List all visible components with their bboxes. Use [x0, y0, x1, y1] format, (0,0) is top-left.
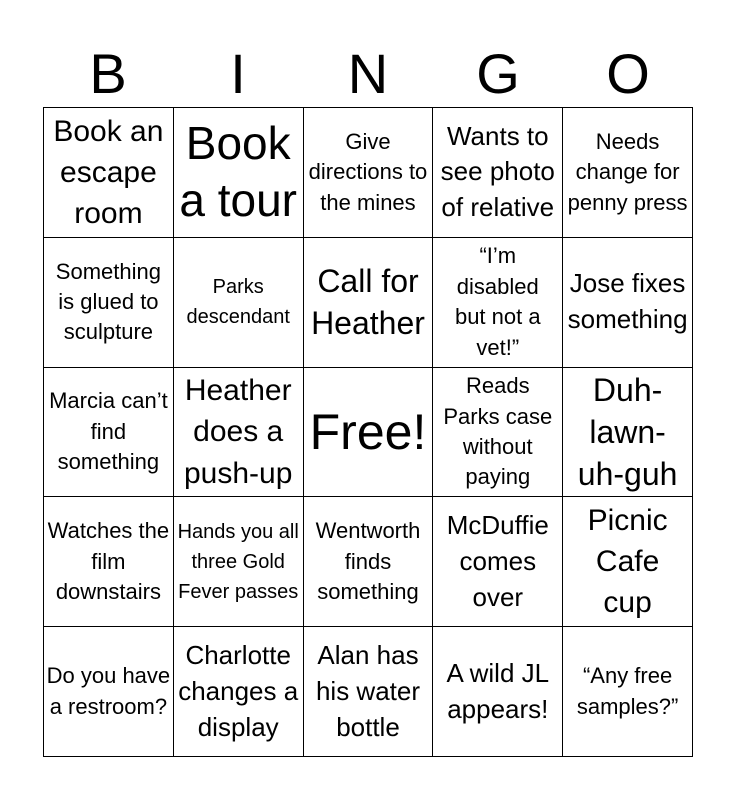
cell-text: Picnic Cafe cup: [587, 504, 668, 620]
bingo-board: [43, 107, 693, 757]
bingo-cell-o3[interactable]: [563, 368, 693, 498]
bingo-cell-n4[interactable]: [304, 497, 434, 627]
cell-text: Heather does a push-up: [183, 374, 293, 490]
bingo-cell-n1[interactable]: [304, 108, 434, 238]
bingo-cell-b3[interactable]: [44, 368, 174, 498]
header-letter-b: B: [89, 42, 127, 105]
cell-text: Charlotte changes a display: [178, 639, 299, 742]
bingo-cell-g5[interactable]: [433, 627, 563, 757]
header-letter-g: G: [476, 42, 520, 105]
cell-text: Give directions to the mines: [308, 128, 428, 215]
bingo-cell-i1[interactable]: [174, 108, 304, 238]
bingo-cell-b1[interactable]: [44, 108, 174, 238]
cell-text: “I’m disabled but not a vet!”: [454, 243, 541, 360]
cell-text: Wants to see photo of relative: [440, 120, 555, 223]
bingo-cell-i3[interactable]: [174, 368, 304, 498]
bingo-cell-n2[interactable]: [304, 238, 434, 368]
bingo-cell-o5[interactable]: [563, 627, 693, 757]
cell-text: Watches the film downstairs: [47, 518, 170, 604]
cell-text: Book a tour: [179, 116, 298, 227]
cell-text: A wild JL appears!: [446, 657, 550, 724]
header-letter-n: N: [347, 42, 389, 105]
bingo-cell-b4[interactable]: [44, 497, 174, 627]
bingo-cell-g4[interactable]: [433, 497, 563, 627]
cell-text: Parks descendant: [186, 276, 290, 329]
bingo-cell-n3[interactable]: [304, 368, 434, 498]
cell-text: Do you have a restroom?: [46, 663, 171, 719]
bingo-cell-o1[interactable]: [563, 108, 693, 238]
bingo-cell-n5[interactable]: [304, 627, 434, 757]
bingo-cell-i2[interactable]: [174, 238, 304, 368]
bingo-cell-b2[interactable]: [44, 238, 174, 368]
cell-text: Something is glued to sculpture: [55, 258, 161, 345]
cell-text: Alan has his water bottle: [315, 639, 421, 742]
cell-text: Jose fixes something: [567, 268, 688, 335]
bingo-cell-i4[interactable]: [174, 497, 304, 627]
cell-text: Hands you all three Gold Fever passes: [177, 520, 299, 603]
cell-text: Needs change for penny press: [567, 128, 688, 215]
bingo-header: [43, 40, 693, 108]
cell-text: Call for Heather: [311, 262, 425, 342]
bingo-cell-b5[interactable]: [44, 627, 174, 757]
cell-text: “Any free samples?”: [576, 663, 679, 719]
bingo-cell-o4[interactable]: [563, 497, 693, 627]
bingo-cell-g1[interactable]: [433, 108, 563, 238]
bingo-cell-i5[interactable]: [174, 627, 304, 757]
header-letter-i: I: [230, 42, 246, 105]
cell-text: Free!: [309, 403, 427, 460]
bingo-cell-g3[interactable]: [433, 368, 563, 498]
cell-text: Book an escape room: [53, 114, 164, 230]
cell-text: McDuffie comes over: [446, 509, 549, 612]
cell-text: Duh-lawn-uh-guh: [577, 371, 678, 493]
cell-text: Marcia can’t find something: [49, 388, 168, 475]
cell-text: Wentworth finds something: [315, 518, 421, 604]
header-letter-o: O: [606, 42, 650, 105]
bingo-cell-o2[interactable]: [563, 238, 693, 368]
bingo-cell-g2[interactable]: [433, 238, 563, 368]
cell-text: Reads Parks case without paying: [443, 373, 553, 490]
